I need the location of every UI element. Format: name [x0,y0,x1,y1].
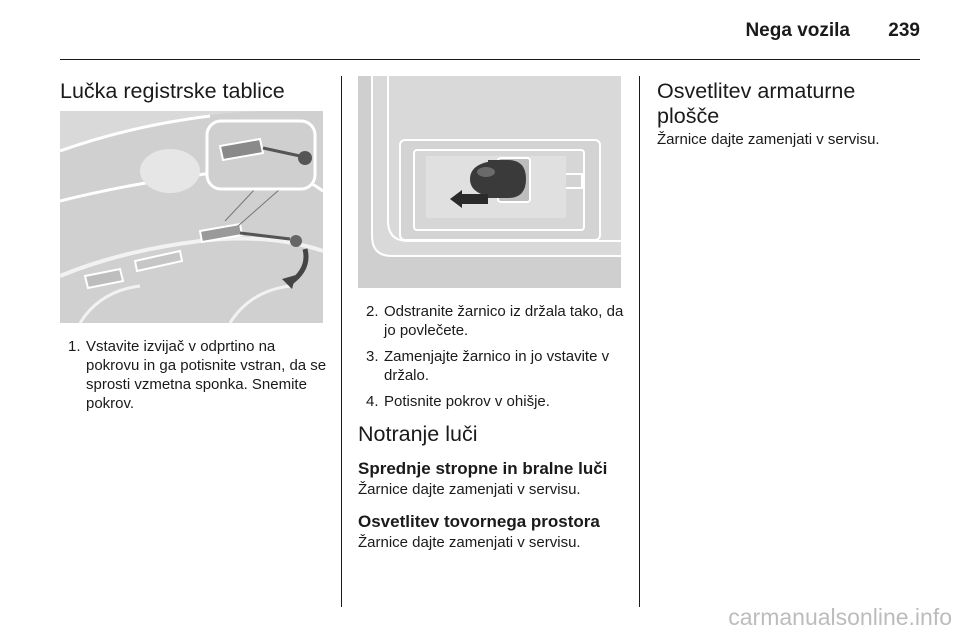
list-item [358,392,628,411]
paragraph-instrument-panel-lighting: Žarnice dajte zamenjati v servisu. [657,131,880,148]
figure-licence-plate-light-cover [60,111,323,323]
header-rule [60,59,920,60]
step-number: 4. [366,393,379,410]
instruction-list-steps-2-4 [358,302,628,411]
step-number: 3. [366,348,379,365]
step-number: 2. [366,303,379,320]
subheading-cargo-area-lighting: Osvetlitev tovornega prostora [358,512,600,531]
list-item [60,337,330,413]
paragraph-cargo-area-lighting: Žarnice dajte zamenjati v servisu. [358,534,581,551]
list-item [358,347,628,385]
step-text: Zamenjajte žarnico in jo vstavite v držalo. [384,348,610,384]
paragraph-front-reading-lights: Žarnice dajte zamenjati v servisu. [358,481,581,498]
subheading-front-reading-lights: Sprednje stropne in bralne luči [358,459,608,478]
step-text: Potisnite pokrov v ohišje. [384,393,550,410]
section-heading-instrument-panel-lighting: Osvetlitev armaturne plošče [657,79,856,128]
illustration-bulb-holder [358,76,621,288]
section-heading-interior-lights: Notranje luči [358,422,478,446]
section-heading-licence-plate-light: Lučka registrske tablice [60,79,285,103]
list-item [358,302,628,340]
figure-bulb-removal [358,76,621,288]
step-text: Odstranite žarnico iz držala tako, da jo povlečete. [384,303,624,339]
running-header-title: Nega vozila [745,20,850,41]
watermark-text: carmanualsonline.info [728,604,952,630]
page-number: 239 [888,20,920,41]
instruction-list-step-1 [60,337,330,413]
illustration-screwdriver-cover [60,111,323,323]
step-number: 1. [68,338,81,355]
column-divider-left [341,76,342,607]
column-divider-right [639,76,640,607]
step-text: Vstavite izvijač v odprtino na pokrovu in ga potisnite vstran, da se sprosti vzmetna sponka. Snemite pokrov. [86,338,327,412]
